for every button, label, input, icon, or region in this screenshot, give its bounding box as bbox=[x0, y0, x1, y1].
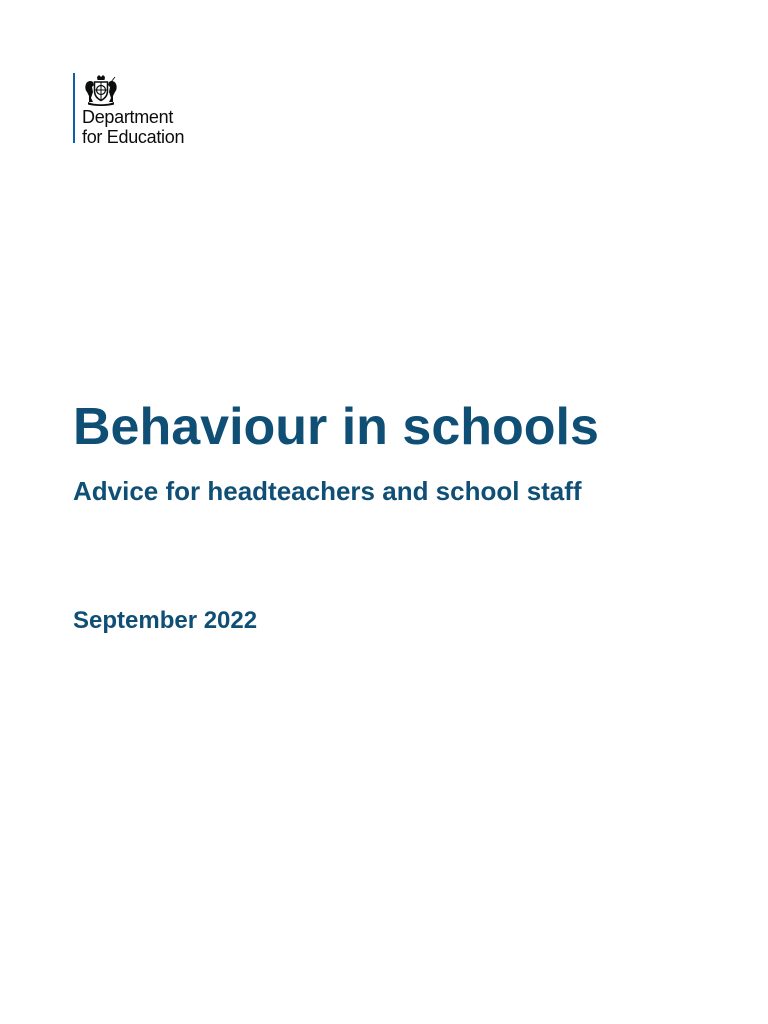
logo-line-department: Department bbox=[82, 107, 174, 127]
logo-divider bbox=[73, 73, 75, 143]
logo-wordmark bbox=[82, 107, 184, 147]
publication-date: September 2022 bbox=[73, 607, 258, 634]
department-logo bbox=[73, 73, 213, 145]
document-subtitle: Advice for headteachers and school staff bbox=[73, 476, 582, 506]
royal-coat-of-arms-icon bbox=[82, 74, 120, 106]
document-title: Behaviour in schools bbox=[73, 398, 599, 456]
logo-line-for-education: for Education bbox=[82, 127, 185, 147]
